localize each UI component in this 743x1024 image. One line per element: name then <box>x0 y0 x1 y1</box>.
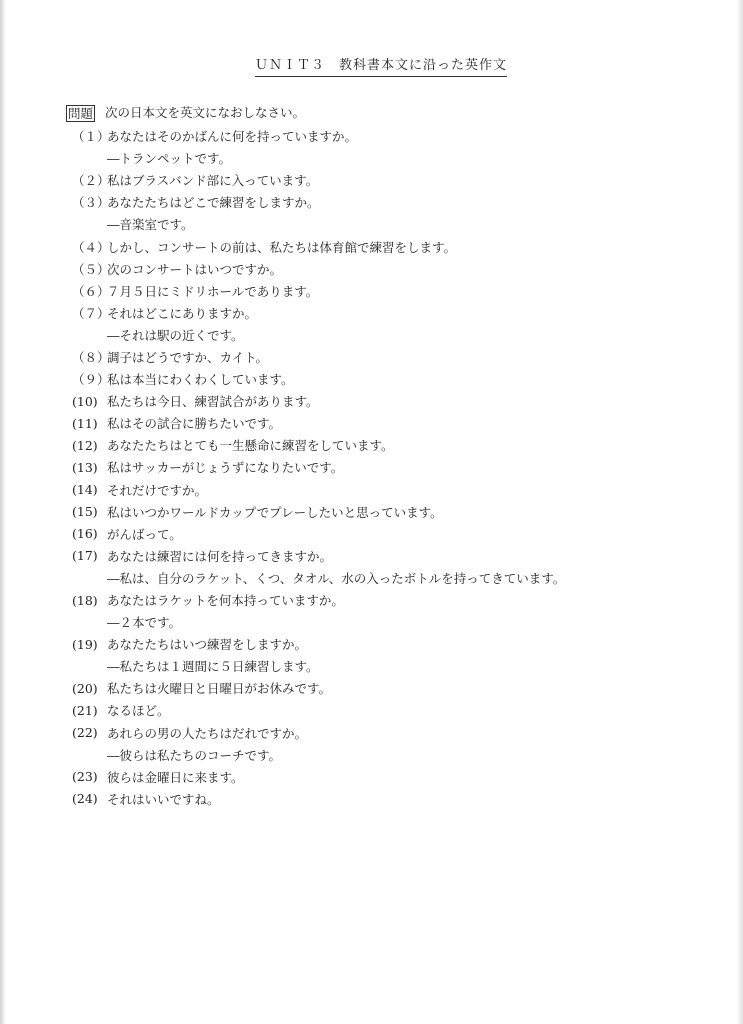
question-line <box>72 390 712 412</box>
answer-line: ―トランペットです。 <box>107 151 232 167</box>
instruction-text: 次の日本文を英文になおしなさい。 <box>105 105 306 120</box>
question-item <box>72 302 712 346</box>
question-line <box>72 633 712 655</box>
question-line <box>72 545 712 567</box>
question-line <box>72 589 712 611</box>
question-number: (13) <box>72 459 98 475</box>
question-line <box>72 169 712 191</box>
question-line <box>72 346 712 368</box>
question-line <box>72 368 712 390</box>
question-number: (16) <box>72 526 98 542</box>
mondai-label-box: 問題 <box>68 105 94 121</box>
question-number: （５） <box>72 261 110 277</box>
question-text: あなたはラケットを何本持っていますか。 <box>107 593 344 609</box>
question-text: 私たちは火曜日と日曜日がお休みです。 <box>107 681 332 697</box>
question-item <box>72 788 712 810</box>
question-item <box>72 545 712 589</box>
question-text: 私はいつかワールドカップでプレーしたいと思っています。 <box>107 504 443 520</box>
question-text: 私は本当にわくわくしています。 <box>107 372 294 388</box>
question-text: あなたたちはいつ練習をしますか。 <box>107 637 308 653</box>
question-item <box>72 677 712 699</box>
question-number: (14) <box>72 482 98 498</box>
question-item <box>72 456 712 478</box>
question-item <box>72 125 712 169</box>
question-item <box>72 258 712 280</box>
question-number: （７） <box>72 305 110 321</box>
question-item <box>72 346 712 368</box>
question-item <box>72 368 712 390</box>
question-number: （２） <box>72 173 110 189</box>
question-text: なるほど。 <box>107 703 170 719</box>
page-edge-shadow-left <box>0 0 6 1024</box>
question-line <box>72 302 712 324</box>
question-line <box>72 523 712 545</box>
question-text: あなたたちはどこで練習をしますか。 <box>107 195 320 211</box>
question-item <box>72 589 712 633</box>
question-number: (12) <box>72 437 98 453</box>
question-number: (22) <box>72 725 98 741</box>
question-number: (19) <box>72 636 98 652</box>
question-number: （４） <box>72 239 110 255</box>
question-line <box>72 722 712 744</box>
question-number: （８） <box>72 349 110 365</box>
question-line <box>72 479 712 501</box>
question-line <box>72 788 712 810</box>
page-title: ＵＮＩＴ３ 教科書本文に沿った英作文 <box>255 58 507 77</box>
question-number: (21) <box>72 702 98 718</box>
question-text: 私たちは今日、練習試合があります。 <box>107 394 319 410</box>
page-edge-shadow-right <box>737 0 743 1024</box>
question-item <box>72 523 712 545</box>
question-text: あなたはそのかばんに何を持っていますか。 <box>107 129 358 145</box>
question-item <box>72 235 712 257</box>
question-item <box>72 434 712 456</box>
question-number: (11) <box>72 415 98 431</box>
question-item <box>72 722 712 766</box>
question-text: 彼らは金曜日に来ます。 <box>107 769 244 785</box>
question-item <box>72 633 712 677</box>
question-text: 私はサッカーがじょうずになりたいです。 <box>107 460 344 476</box>
question-list <box>72 125 712 810</box>
answer-line: ―それは駅の近くです。 <box>107 327 244 343</box>
question-number: （６） <box>72 283 110 299</box>
question-number: (24) <box>72 791 98 807</box>
question-number: (20) <box>72 680 98 696</box>
question-line <box>72 280 712 302</box>
question-number: (15) <box>72 504 98 520</box>
question-item <box>72 280 712 302</box>
question-text: 次のコンサートはいつですか。 <box>107 261 283 277</box>
question-item <box>72 390 712 412</box>
question-text: しかし、コンサートの前は、私たちは体育館で練習をします。 <box>107 239 457 255</box>
question-item <box>72 699 712 721</box>
question-line <box>72 501 712 523</box>
question-line <box>72 258 712 280</box>
answer-line: ―２本です。 <box>107 615 182 631</box>
question-number: （３） <box>72 195 110 211</box>
question-text: 私はブラスバンド部に入っています。 <box>107 173 319 189</box>
question-item <box>72 412 712 434</box>
question-line <box>72 235 712 257</box>
question-line <box>72 456 712 478</box>
question-item <box>72 191 712 235</box>
question-item <box>72 479 712 501</box>
question-text: 私はその試合に勝ちたいです。 <box>107 416 282 432</box>
question-line <box>72 677 712 699</box>
question-text: それだけですか。 <box>107 482 208 498</box>
question-text: ７月５日にミドリホールであります。 <box>107 283 319 299</box>
question-line <box>72 766 712 788</box>
question-number: (10) <box>72 393 98 409</box>
answer-line: ―私たちは１週間に５日練習します。 <box>107 659 319 675</box>
question-line <box>72 412 712 434</box>
question-text: がんばって。 <box>107 526 182 542</box>
question-text: あれらの男の人たちはだれですか。 <box>107 725 308 741</box>
question-line <box>72 191 712 213</box>
question-text: あなたたちはとても一生懸命に練習をしています。 <box>107 438 394 454</box>
question-item <box>72 169 712 191</box>
question-item <box>72 766 712 788</box>
instruction <box>66 104 305 122</box>
question-line <box>72 125 712 147</box>
question-number: (17) <box>72 548 98 564</box>
question-line <box>72 699 712 721</box>
question-text: あなたは練習には何を持ってきますか。 <box>107 548 333 564</box>
question-text: 調子はどうですか、カイト。 <box>107 349 269 365</box>
question-item <box>72 501 712 523</box>
answer-line: ―音楽室です。 <box>107 217 194 233</box>
question-text: それはいいですね。 <box>107 791 220 807</box>
question-number: （９） <box>72 372 110 388</box>
question-text: それはどこにありますか。 <box>107 305 258 321</box>
question-line <box>72 434 712 456</box>
question-number: (23) <box>72 769 98 785</box>
answer-line: ―彼らは私たちのコーチです。 <box>107 747 282 763</box>
question-number: (18) <box>72 592 98 608</box>
answer-line: ―私は、自分のラケット、くつ、タオル、水の入ったボトルを持ってきています。 <box>107 570 566 586</box>
question-number: （１） <box>72 129 110 145</box>
